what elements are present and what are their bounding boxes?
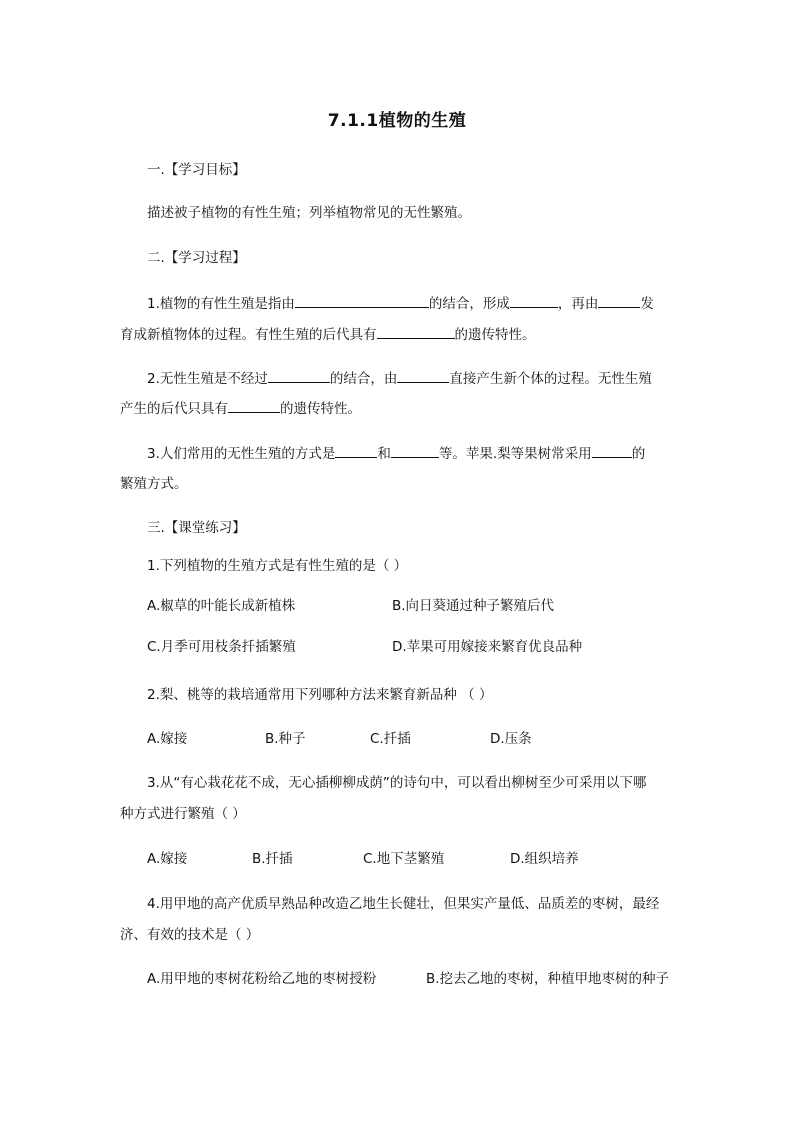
practice-q3-option-d: D.组织培养 xyxy=(510,851,579,867)
practice-q3-option-c: C.地下茎繁殖 xyxy=(363,851,445,867)
practice-q3-stem-line1: 3.从“有心栽花花不成，无心插柳柳成荫”的诗句中，可以看出柳树至少可采用以下哪 xyxy=(147,775,647,791)
practice-q2-option-d: D.压条 xyxy=(490,731,532,747)
practice-q1-option-d: D.苹果可用嫁接来繁育优良品种 xyxy=(392,639,583,655)
practice-q3-option-a: A.嫁接 xyxy=(147,851,188,867)
fill-blank xyxy=(391,443,439,458)
process-q3-line2: 繁殖方式。 xyxy=(120,476,188,492)
process-q2-line1 xyxy=(147,368,707,389)
objectives-text: 描述被子植物的有性生殖；列举植物常见的无性繁殖。 xyxy=(147,205,471,221)
practice-q2-option-a: A.嫁接 xyxy=(147,731,188,747)
section-heading-practice: 三.【课堂练习】 xyxy=(147,520,246,536)
process-q2-line2 xyxy=(120,398,680,419)
practice-q2-option-b: B.种子 xyxy=(265,731,306,747)
section-heading-process: 二.【学习过程】 xyxy=(147,250,246,266)
practice-q1-option-b: B.向日葵通过种子繁殖后代 xyxy=(392,598,555,614)
section-heading-objectives: 一.【学习目标】 xyxy=(147,162,246,178)
q1-text-c: ，再由 xyxy=(557,296,599,312)
fill-blank xyxy=(228,398,280,413)
q2-text-a: 2.无性生殖是不经过 xyxy=(147,371,268,387)
fill-blank xyxy=(335,443,377,458)
q1-text-e: 育成新植物体的过程。有性生殖的后代具有 xyxy=(120,327,377,343)
q3-text-d: 的 xyxy=(631,446,646,462)
q2-text-c: 直接产生新个体的过程。无性生殖 xyxy=(449,371,652,387)
practice-q1-stem: 1.下列植物的生殖方式是有性生殖的是（ ） xyxy=(147,558,408,574)
fill-blank xyxy=(377,324,455,339)
fill-blank xyxy=(295,293,429,308)
practice-q1-option-a: A.椒草的叶能长成新植株 xyxy=(147,598,296,614)
process-q1-line1 xyxy=(147,293,707,314)
q1-text-b: 的结合，形成 xyxy=(428,296,510,312)
page-title: 7.1.1植物的生殖 xyxy=(327,111,467,131)
fill-blank xyxy=(397,368,449,383)
q3-text-c: 等。苹果.梨等果树常采用 xyxy=(438,446,592,462)
fill-blank xyxy=(268,368,330,383)
q3-text-a: 3.人们常用的无性生殖的方式是 xyxy=(147,446,336,462)
practice-q4-stem-line1: 4.用甲地的高产优质早熟品种改造乙地生长健壮，但果实产量低、品质差的枣树，最经 xyxy=(147,896,660,912)
process-q1-line2 xyxy=(120,324,680,345)
q1-text-f: 的遗传特性。 xyxy=(454,327,536,343)
practice-q3-option-b: B.扦插 xyxy=(252,851,293,867)
practice-q1-option-c: C.月季可用枝条扦插繁殖 xyxy=(147,639,296,655)
process-q3-line1 xyxy=(147,443,707,464)
q2-text-e: 的遗传特性。 xyxy=(280,401,361,417)
q3-text-b: 和 xyxy=(377,446,391,462)
practice-q4-option-b: B.挖去乙地的枣树，种植甲地枣树的种子 xyxy=(426,971,670,987)
practice-q4-option-a: A.用甲地的枣树花粉给乙地的枣树授粉 xyxy=(147,971,377,987)
q2-text-b: 的结合，由 xyxy=(329,371,398,387)
practice-q4-stem-line2: 济、有效的技术是（ ） xyxy=(120,927,260,943)
practice-q2-option-c: C.扦插 xyxy=(370,731,411,747)
q1-text-d: 发 xyxy=(640,296,654,312)
practice-q3-stem-line2: 种方式进行繁殖（ ） xyxy=(120,806,246,822)
q2-text-d: 产生的后代只具有 xyxy=(120,401,228,417)
practice-q2-stem: 2.梨、桃等的栽培通常用下列哪种方法来繁育新品种 （ ） xyxy=(147,687,493,703)
fill-blank xyxy=(592,443,632,458)
q1-text-a: 1.植物的有性生殖是指由 xyxy=(147,296,295,312)
fill-blank xyxy=(510,293,558,308)
fill-blank xyxy=(598,293,640,308)
